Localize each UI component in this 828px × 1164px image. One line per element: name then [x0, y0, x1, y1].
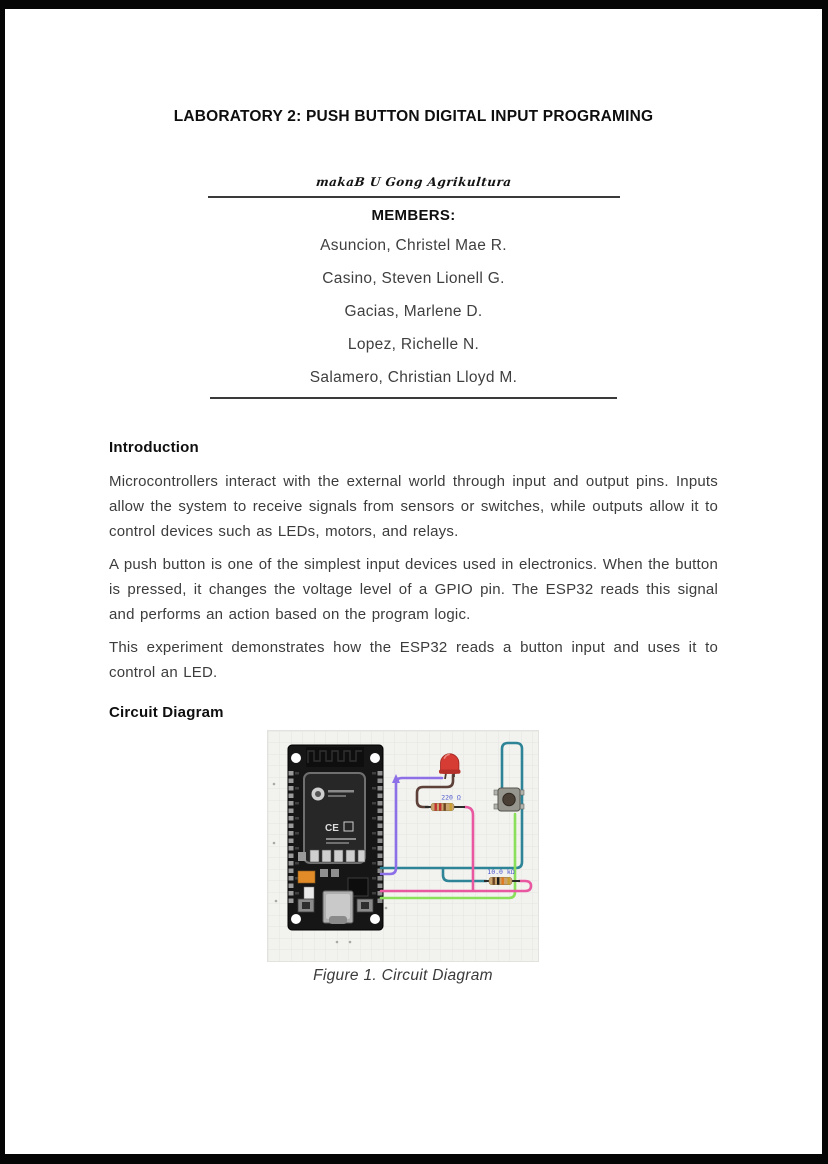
circuit-figure: [268, 731, 538, 985]
pullup-resistor-label: 10.0 kΩ: [487, 868, 515, 876]
micro-usb-port: [323, 891, 353, 924]
group-signature: makaB U Gong Agrikultura: [314, 175, 513, 189]
introduction-heading: Introduction: [109, 439, 199, 456]
ce-mark: CE: [325, 823, 339, 834]
group-signature-block: [208, 173, 620, 198]
introduction-paragraph: This experiment demonstrates how the ESP32 reads a button input and uses it to control an LED.: [109, 639, 718, 681]
circuit-diagram-image: [268, 731, 538, 961]
member-name: Gacias, Marlene D.: [344, 303, 483, 320]
member-name: Salamero, Christian Lloyd M.: [309, 369, 518, 386]
capacitor-orange: [298, 871, 315, 883]
figure-caption: Figure 1. Circuit Diagram: [313, 967, 493, 984]
members-list: [5, 229, 822, 394]
member-name: Lopez, Richelle N.: [347, 336, 480, 353]
esp-wroom-module: [304, 773, 365, 863]
antenna-area: [306, 747, 364, 767]
en-button: [298, 899, 314, 912]
push-button: [494, 788, 524, 811]
member-name: Asuncion, Christel Mae R.: [320, 237, 507, 254]
member-name: Casino, Steven Lionell G.: [322, 270, 505, 287]
members-divider-rule: [210, 397, 617, 399]
members-heading: MEMBERS:: [371, 207, 456, 224]
page-title: LABORATORY 2: PUSH BUTTON DIGITAL INPUT PROGRAMING: [173, 108, 654, 125]
document-body: [109, 439, 718, 985]
introduction-paragraph: Microcontrollers interact with the external world through input and output pins. Inputs allow the system to receive signals from sensors or switches, while outputs allow it to control devices such as LEDs, motors, and relays.: [109, 473, 718, 540]
led-resistor-label: 220 Ω: [441, 793, 461, 802]
boot-button: [357, 899, 373, 912]
esp32-board: [288, 745, 383, 930]
introduction-paragraph: A push button is one of the simplest input devices used in electronics. When the button is pressed, it changes the voltage level of a GPIO pin. The ESP32 reads this signal and performs an action based on the program logic.: [109, 556, 718, 623]
circuit-diagram-heading: Circuit Diagram: [109, 704, 224, 721]
